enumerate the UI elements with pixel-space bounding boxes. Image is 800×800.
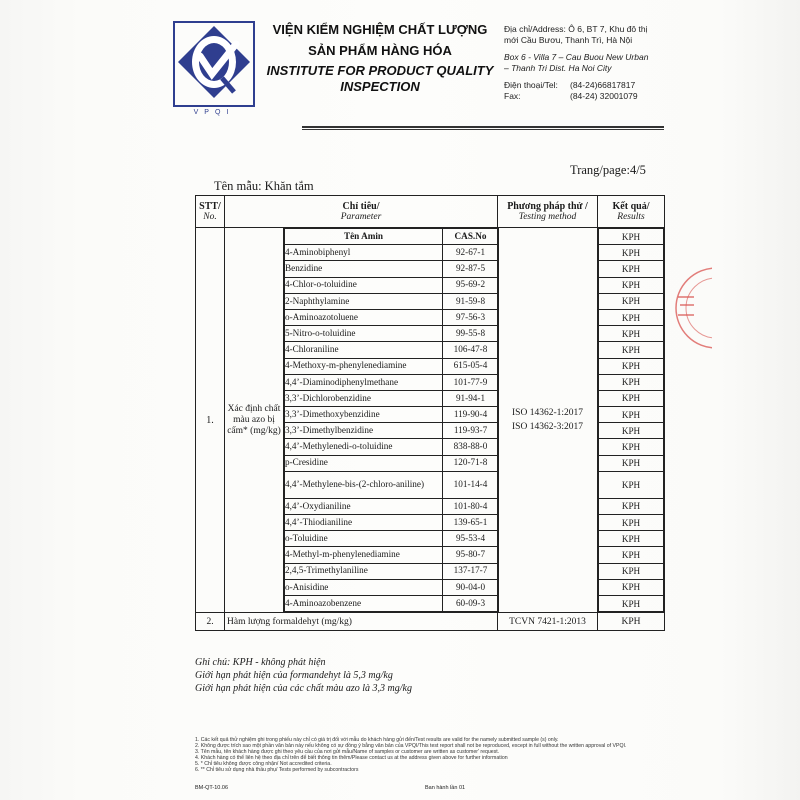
result-row [599, 326, 664, 342]
amine-name: 4,4’-Thiodianiline [285, 515, 443, 531]
page-number: Trang/page:4/5 [570, 163, 646, 177]
amine-row [285, 515, 499, 531]
amine-cas: 99-55-8 [443, 326, 499, 342]
amine-cas: 95-80-7 [443, 547, 499, 563]
amine-row [285, 423, 499, 439]
amine-result: KPH [599, 531, 664, 547]
amine-result: KPH [599, 374, 664, 390]
institute-name-vn-2: SẢN PHẨM HÀNG HÓA [308, 43, 452, 58]
amine-row [285, 293, 499, 309]
result-row [599, 309, 664, 325]
row2-number: 2. [196, 613, 225, 631]
amine-result: KPH [599, 261, 664, 277]
note-formaldehyde-limit: Giới hạn phát hiện của formandehyt là 5,3 mg/kg [195, 670, 393, 681]
result-row [599, 471, 664, 498]
amine-subtable-header [285, 229, 499, 245]
amine-result: KPH [599, 563, 664, 579]
footer-line-3: 3. Tên mẫu, tên khách hàng được ghi theo yêu cầu của nơi gửi mẫu/Name of samples or customer are written as customer' request. [195, 749, 500, 755]
result-row [599, 595, 664, 611]
row1-method-1: ISO 14362-1:2017 [512, 408, 584, 419]
result-row [599, 229, 664, 245]
institute-name-en-1: INSTITUTE FOR PRODUCT QUALITY [266, 63, 494, 78]
phone-value: (84-24)66817817 [570, 80, 636, 90]
amine-name: 4,4’-Oxydianiline [285, 498, 443, 514]
result-row [599, 439, 664, 455]
amine-name: 4-Methoxy-m-phenylenediamine [285, 358, 443, 374]
results-table [195, 195, 665, 631]
result-row [599, 579, 664, 595]
row2-result: KPH [598, 613, 665, 631]
issue-number: Ban hành lần 01 [425, 785, 466, 791]
amine-result: KPH [599, 579, 664, 595]
notes [195, 656, 412, 695]
fax-label: Fax: [504, 91, 521, 101]
amine-cas: 60-09-3 [443, 595, 499, 611]
amine-cas: 615-05-4 [443, 358, 499, 374]
footer-line-5: 5. * Chỉ tiêu không được công nhận/ Not accredited criteria. [195, 761, 332, 767]
amine-row [285, 309, 499, 325]
amine-name: o-Aminoazotoluene [285, 309, 443, 325]
note-azo-limit: Giới hạn phát hiện của các chất màu azo là 3,3 mg/kg [195, 683, 412, 694]
result-row [599, 531, 664, 547]
amine-row [285, 390, 499, 406]
fax-row [504, 91, 674, 102]
result-row [599, 245, 664, 261]
amine-row [285, 595, 499, 611]
amine-row [285, 342, 499, 358]
amine-cas: 101-77-9 [443, 374, 499, 390]
form-code: BM-QT-10.06 [195, 785, 229, 791]
result-row [599, 455, 664, 471]
amine-result: KPH [599, 471, 664, 498]
header-stt: STT/ No. [196, 196, 225, 228]
row1-method-2: ISO 14362-3:2017 [512, 422, 584, 433]
row1-method [498, 228, 598, 613]
result-row [599, 515, 664, 531]
amine-cas: 101-80-4 [443, 498, 499, 514]
amine-row [285, 471, 499, 498]
amine-cas: 91-59-8 [443, 293, 499, 309]
phone-row [504, 80, 674, 91]
institute-name [262, 20, 498, 94]
amine-name: 2,4,5-Trimethylaniline [285, 563, 443, 579]
result-row [599, 342, 664, 358]
amine-result: KPH [599, 390, 664, 406]
footer-line-2: 2. Không được trích sao một phần văn bản này nếu không có sự đồng ý bằng văn bản của VPQI/This test report shall not be reproduced, except in full without the written approval of VPQI. [195, 743, 627, 749]
footer-disclaimers [195, 737, 715, 773]
result-row [599, 547, 664, 563]
amine-name: 4-Methyl-m-phenylenediamine [285, 547, 443, 563]
amine-result: KPH [599, 407, 664, 423]
amine-cas: 120-71-8 [443, 455, 499, 471]
amine-result: KPH [599, 277, 664, 293]
amine-result: KPH [599, 309, 664, 325]
amine-cas: 119-90-4 [443, 407, 499, 423]
amine-result: KPH [599, 326, 664, 342]
sample-name: Tên mẫu: Khăn tắm [214, 179, 314, 193]
amine-subtable [284, 228, 499, 612]
result-row [599, 277, 664, 293]
red-stamp [672, 258, 712, 358]
amine-row [285, 563, 499, 579]
amine-name: Benzidine [285, 261, 443, 277]
amine-subtable-cell [284, 228, 498, 613]
amine-row [285, 547, 499, 563]
amine-cas: 137-17-7 [443, 563, 499, 579]
amine-name: 3,3’-Dimethylbenzidine [285, 423, 443, 439]
amine-cas: 101-14-4 [443, 471, 499, 498]
amine-row [285, 358, 499, 374]
amine-name: 4,4’-Methylenedi-o-toluidine [285, 439, 443, 455]
amine-cas: 91-94-1 [443, 390, 499, 406]
result-subtable-cell [598, 228, 665, 613]
amine-result: KPH [599, 245, 664, 261]
result-row [599, 498, 664, 514]
amine-row [285, 374, 499, 390]
amine-row [285, 455, 499, 471]
footer-line-4: 4. Khách hàng có thể liên hệ theo địa chỉ trên để biết thông tin thêm/Please contact us at the address given above for further information [195, 755, 508, 761]
amine-name-header: Tên Amin [285, 229, 443, 245]
row-formaldehyde [196, 613, 665, 631]
institute-name-vn-1: VIỆN KIỂM NGHIỆM CHẤT LƯỢNG [272, 22, 488, 37]
amine-row [285, 531, 499, 547]
header-parameter: Chỉ tiêu/ Parameter [225, 196, 498, 228]
result-row [599, 423, 664, 439]
phone-label: Điện thoại/Tel: [504, 80, 558, 90]
amine-row [285, 498, 499, 514]
vpqi-logo [172, 20, 256, 108]
amine-row [285, 407, 499, 423]
result-row [599, 390, 664, 406]
amine-name: 4,4’-Diaminodiphenylmethane [285, 374, 443, 390]
amine-result: KPH [599, 498, 664, 514]
amine-cas: 838-88-0 [443, 439, 499, 455]
amine-name: 4-Aminoazobenzene [285, 595, 443, 611]
amine-cas: 139-65-1 [443, 515, 499, 531]
amine-result: KPH [599, 342, 664, 358]
table-header-row [196, 196, 665, 228]
amine-row [285, 245, 499, 261]
amine-name: 4-Aminobiphenyl [285, 245, 443, 261]
amine-cas: 92-67-1 [443, 245, 499, 261]
result-row [599, 358, 664, 374]
amine-row [285, 261, 499, 277]
amine-cas: 106-47-8 [443, 342, 499, 358]
amine-cas: 119-93-7 [443, 423, 499, 439]
amine-cas: 90-04-0 [443, 579, 499, 595]
footer-line-1: 1. Các kết quả thử nghiệm ghi trong phiếu này chỉ có giá trị đối với mẫu do khách hàng gửi đến/Test results are valid for the namely submitted sample (s) only. [195, 737, 559, 743]
row1-number: 1. [196, 228, 225, 613]
amine-name: o-Anisidine [285, 579, 443, 595]
amine-row [285, 326, 499, 342]
amine-name: o-Toluidine [285, 531, 443, 547]
header-divider [302, 126, 664, 128]
amine-result: KPH [599, 358, 664, 374]
amine-row [285, 439, 499, 455]
row1-parameter: Xác định chất màu azo bị cấm* (mg/kg) [225, 228, 284, 613]
institute-name-en-2: INSPECTION [340, 79, 420, 94]
row-azo [196, 228, 665, 613]
amine-name: 3,3’-Dimethoxybenzidine [285, 407, 443, 423]
amine-cas: 92-87-5 [443, 261, 499, 277]
fax-value: (84-24) 32001079 [570, 91, 638, 101]
amine-name: 4-Chloraniline [285, 342, 443, 358]
logo-text: VPQI [193, 109, 235, 116]
amine-cas: 95-69-2 [443, 277, 499, 293]
amine-row [285, 579, 499, 595]
address-en-1: Box 6 - Villa 7 – Cau Buou New Urban [504, 52, 649, 62]
amine-cas: 97-56-3 [443, 309, 499, 325]
amine-name: p-Cresidine [285, 455, 443, 471]
amine-name: 4,4’-Methylene-bis-(2-chloro-aniline) [285, 471, 443, 498]
amine-name: 3,3’-Dichlorobenzidine [285, 390, 443, 406]
result-header-value: KPH [599, 229, 664, 245]
result-row [599, 293, 664, 309]
address-block [504, 24, 674, 102]
result-row [599, 563, 664, 579]
amine-result: KPH [599, 423, 664, 439]
address-vn-2: mới Cầu Bươu, Thanh Trì, Hà Nội [504, 35, 633, 45]
note-abbreviation: Ghi chú: KPH - không phát hiện [195, 657, 326, 668]
result-row [599, 407, 664, 423]
amine-cas: 95-53-4 [443, 531, 499, 547]
result-row [599, 261, 664, 277]
amine-result: KPH [599, 515, 664, 531]
amine-row [285, 277, 499, 293]
result-row [599, 374, 664, 390]
amine-result: KPH [599, 439, 664, 455]
result-subtable [598, 228, 664, 612]
amine-result: KPH [599, 547, 664, 563]
header-divider-thin [302, 129, 664, 130]
amine-result: KPH [599, 595, 664, 611]
address-en-2: – Thanh Tri Dist. Ha Noi City [504, 63, 612, 73]
row2-method: TCVN 7421-1:2013 [498, 613, 598, 631]
amine-result: KPH [599, 455, 664, 471]
amine-name: 5-Nitro-o-toluidine [285, 326, 443, 342]
amine-cas-header: CAS.No [443, 229, 499, 245]
header-result: Kết quả/ Results [598, 196, 665, 228]
amine-result: KPH [599, 293, 664, 309]
row2-parameter: Hàm lượng formaldehyt (mg/kg) [225, 613, 498, 631]
address-vn-1: Địa chỉ/Address: Ô 6, BT 7, Khu đô thị [504, 24, 648, 34]
amine-name: 2-Naphthylamine [285, 293, 443, 309]
header-method: Phương pháp thử / Testing method [498, 196, 598, 228]
footer-line-6: 6. ** Chỉ tiêu sử dụng nhà thầu phụ/ Tests performed by subcontractors [195, 767, 359, 773]
amine-name: 4-Chlor-o-toluidine [285, 277, 443, 293]
